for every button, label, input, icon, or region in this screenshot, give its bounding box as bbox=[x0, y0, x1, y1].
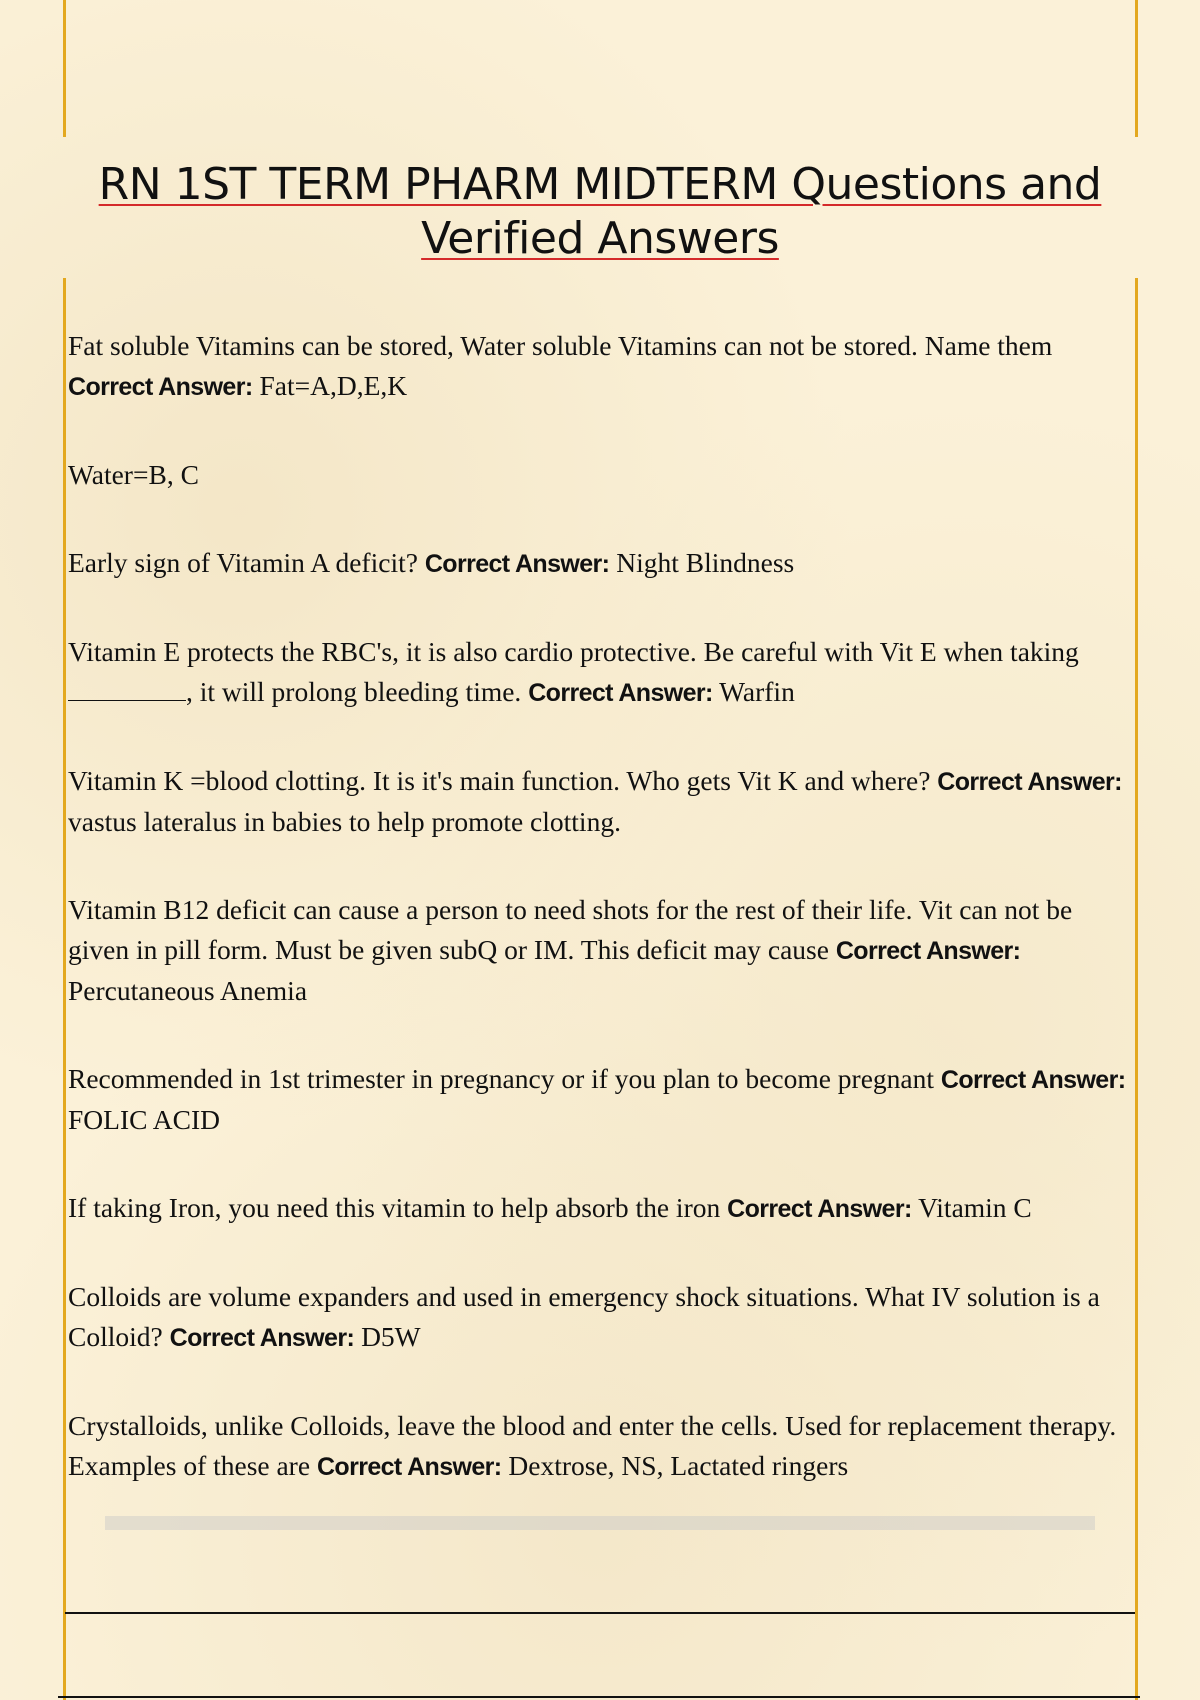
answer-label: Correct Answer: bbox=[169, 1324, 355, 1352]
qa-item bbox=[68, 890, 1128, 1011]
qa-item bbox=[68, 543, 1128, 584]
question-text: If taking Iron, you need this vitamin to help absorb the iron bbox=[68, 1192, 721, 1223]
page-bottom-line bbox=[58, 1696, 1140, 1698]
answer-text: Dextrose, NS, Lactated ringers bbox=[508, 1450, 849, 1481]
qa-question-answer bbox=[68, 326, 1128, 407]
question-text: Early sign of Vitamin A deficit? bbox=[68, 547, 418, 578]
qa-item bbox=[68, 761, 1128, 842]
right-border bbox=[1135, 278, 1138, 1700]
qa-item bbox=[68, 455, 1128, 495]
qa-item bbox=[68, 632, 1128, 713]
answer-text: Percutaneous Anemia bbox=[68, 975, 308, 1006]
question-text: Fat soluble Vitamins can be stored, Water soluble Vitamins can not be stored. Name them bbox=[68, 330, 1053, 361]
footer-divider bbox=[65, 1612, 1135, 1614]
answer-text: vastus lateralus in babies to help promote clotting. bbox=[68, 806, 621, 837]
question-text: Vitamin B12 deficit can cause a person to need shots for the rest of their life. Vit can not be given in pill form. Must be given subQ or IM. This deficit may cause bbox=[68, 894, 1073, 965]
question-text: Vitamin K =blood clotting. It is it's main function. Who gets Vit K and where? bbox=[68, 765, 931, 796]
answer-continuation: Water=B, C bbox=[68, 459, 199, 490]
qa-item bbox=[68, 1188, 1128, 1229]
answer-text: Warfin bbox=[719, 676, 795, 707]
question-text: Colloids are volume expanders and used in emergency shock situations. What IV solution is a Colloid? bbox=[68, 1281, 1100, 1352]
page-title bbox=[70, 158, 1130, 266]
qa-list bbox=[68, 326, 1128, 1535]
answer-label: Correct Answer: bbox=[316, 1453, 502, 1481]
answer-label: Correct Answer: bbox=[424, 550, 610, 578]
left-border bbox=[63, 278, 66, 1700]
page-title-text: RN 1ST TERM PHARM MIDTERM Questions and Verified Answers bbox=[98, 159, 1102, 264]
answer-label: Correct Answer: bbox=[940, 1066, 1126, 1094]
qa-item bbox=[68, 1059, 1128, 1140]
question-text-continued: , it will prolong bleeding time. bbox=[186, 676, 522, 707]
qa-item bbox=[68, 326, 1128, 407]
qa-item bbox=[68, 1406, 1128, 1487]
answer-label: Correct Answer: bbox=[528, 679, 713, 707]
qa-item bbox=[68, 1277, 1128, 1358]
answer-label: Correct Answer: bbox=[937, 768, 1122, 796]
answer-text: Fat=A,D,E,K bbox=[259, 370, 408, 401]
question-text: Crystalloids, unlike Colloids, leave the blood and enter the cells. Used for replacement therapy. Examples of these are bbox=[68, 1410, 1117, 1481]
answer-label: Correct Answer: bbox=[68, 373, 253, 401]
answer-label: Correct Answer: bbox=[835, 937, 1021, 965]
fill-in-blank bbox=[68, 676, 186, 701]
answer-text: Night Blindness bbox=[616, 547, 795, 578]
answer-text: D5W bbox=[361, 1321, 421, 1352]
answer-text: FOLIC ACID bbox=[68, 1104, 221, 1135]
right-border-top bbox=[1135, 0, 1138, 137]
answer-label: Correct Answer: bbox=[727, 1195, 912, 1223]
answer-text: Vitamin C bbox=[918, 1192, 1032, 1223]
left-border-top bbox=[63, 0, 66, 137]
question-text: Vitamin E protects the RBC's, it is also cardio protective. Be careful with Vit E when taking bbox=[68, 636, 1079, 667]
question-text: Recommended in 1st trimester in pregnancy or if you plan to become pregnant bbox=[68, 1063, 934, 1094]
